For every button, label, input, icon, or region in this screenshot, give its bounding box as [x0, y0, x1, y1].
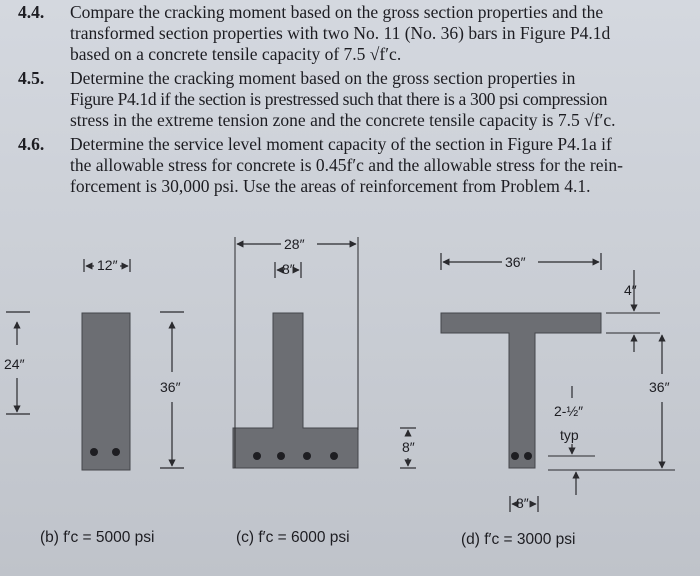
rebar	[524, 452, 532, 460]
dim-label: 8″	[516, 495, 529, 511]
rebar	[303, 452, 311, 460]
dimension-height-right-b	[160, 312, 184, 468]
beam-c-section	[233, 313, 358, 468]
beam-b-section	[82, 313, 130, 470]
dimension-height-left-b	[4, 312, 30, 414]
rebar	[112, 448, 120, 456]
dim-label: 36″	[505, 254, 526, 270]
dim-label: typ	[560, 427, 579, 443]
dimension-flange-depth-c	[400, 428, 416, 468]
figure-d	[441, 253, 675, 512]
rebar	[511, 452, 519, 460]
caption-c: (c) f′c = 6000 psi	[236, 529, 350, 546]
dim-label: 28″	[284, 236, 305, 252]
problem-number: 4.4.	[18, 2, 45, 22]
text-line: transformed section properties with two No. 11 (No. 36) bars in Figure P4.1d	[70, 23, 611, 43]
caption-d: (d) f′c = 3000 psi	[461, 531, 576, 548]
dimension-cover-d	[548, 386, 595, 495]
dimension-flange-depth-d	[606, 270, 660, 352]
rebar	[330, 452, 338, 460]
dimension-flange-width-d	[441, 253, 601, 270]
dimension-width-b	[84, 257, 130, 273]
rebar	[90, 448, 98, 456]
text-line: Compare the cracking moment based on the gross section properties and the	[70, 2, 604, 22]
dim-label: 8″	[282, 261, 295, 277]
dim-label: 36″	[160, 379, 181, 395]
dimension-web-width-d	[510, 495, 538, 512]
text-line: Figure P4.1d if the section is prestressed such that there is a 300 psi compression	[70, 89, 608, 109]
beam-d-section	[441, 313, 601, 468]
dim-label: 24″	[4, 356, 25, 372]
caption-b: (b) f′c = 5000 psi	[40, 529, 155, 546]
dimension-web-width-c	[275, 261, 301, 278]
rebar	[253, 452, 261, 460]
text-line: Determine the service level moment capacity of the section in Figure P4.1a if	[70, 134, 612, 154]
text-line: Determine the cracking moment based on the gross section properties in	[70, 68, 576, 88]
dim-label: 4″	[624, 282, 637, 298]
figure-b	[4, 257, 184, 470]
dim-label: 8″	[402, 439, 415, 455]
dim-label: 2-½″	[554, 403, 584, 419]
problem-number: 4.6.	[18, 134, 45, 154]
text-line: the allowable stress for concrete is 0.45f′c and the allowable stress for the rein-	[70, 155, 623, 175]
dim-label: 36″	[649, 379, 670, 395]
rebar	[277, 452, 285, 460]
text-line: stress in the extreme tension zone and the concrete tensile capacity is 7.5 √f′c.	[70, 110, 616, 130]
problem-number: 4.5.	[18, 68, 45, 88]
dim-label: 12″	[97, 257, 118, 273]
text-line: based on a concrete tensile capacity of 7.5 √f′c.	[70, 44, 402, 64]
text-line: forcement is 30,000 psi. Use the areas of reinforcement from Problem 4.1.	[70, 176, 591, 196]
figure-c	[233, 236, 416, 468]
